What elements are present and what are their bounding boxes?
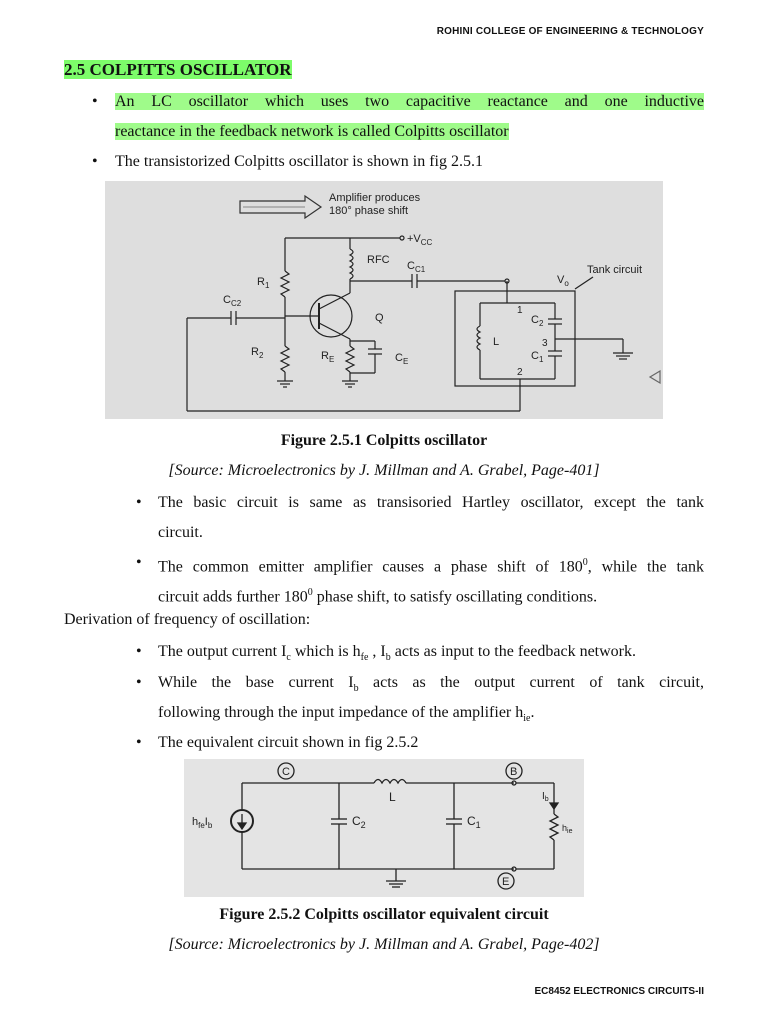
hie-resistor [550,814,558,840]
bullet-6 [136,668,704,728]
c1-label: $C_1$ [467,814,481,830]
node-1-label: 1 [517,305,523,316]
bullet-2 [92,147,704,177]
l-label: L [389,790,396,804]
cc1-label: $C_{C1}$ [407,260,426,274]
c2-label: $C_2$ [531,314,544,328]
bullet-7-text: The equivalent circuit shown in fig 2.5.2 [158,734,419,751]
r1-resistor [281,271,289,297]
vcc-label: $+V_{CC}$ [407,233,433,247]
vo-label: $V_o$ [557,274,569,288]
bullet-dot: • [136,734,142,751]
node-b-label: B [510,766,518,778]
l-label: L [493,336,500,348]
node-e-label: E [502,876,510,888]
bullet-dot: • [136,674,142,691]
source-label: $h_{fe}I_b$ [192,816,213,830]
node-3-label: 3 [542,338,548,349]
page-footer: EC8452 ELECTRONICS CIRCUITS-II [534,986,704,997]
hie-label: $h_{ie}$ [562,823,573,835]
bullet-1 [92,87,704,147]
c1-label: $C_1$ [531,350,544,364]
bullet-3-line-2: circuit. [158,524,203,541]
figure-equivalent-circuit [184,759,584,897]
bullet-1-line-1: An LC oscillator which uses two capacitive reactance and one inductive [115,93,704,110]
tank-inductor-l [477,326,480,350]
r2-label: $R_2$ [251,346,264,360]
figure-1-caption: Figure 2.5.1 Colpitts oscillator [280,432,488,449]
section-title: 2.5 COLPITTS OSCILLATOR [64,60,292,79]
amp-label-2: 180° phase shift [329,205,409,217]
re-resistor [346,346,354,372]
re-label: $R_E$ [321,350,335,364]
bullet-dot: • [92,153,98,170]
equivalent-circuit-diagram [184,759,584,897]
figure-2-source: [Source: Microelectronics by J. Millman and A. Grabel, Page-402] [168,936,600,953]
node-2-label: 2 [517,367,523,378]
bullet-dot: • [92,93,98,110]
bullet-7 [136,728,704,758]
bullet-1-line-2: reactance in the feedback network is called Colpitts oscillator [115,123,509,140]
bullet-6-line-2: following through the input impedance of the amplifier $h_{ie}$. [158,704,535,725]
figure-2-caption: Figure 2.5.2 Colpitts oscillator equivalent circuit [219,906,549,923]
r1-label: $R_1$ [257,276,270,290]
figure-colpitts-oscillator [105,181,663,419]
bullet-5-text: The output current $I_c$ which is $h_{fe}$ , $I_b$ acts as input to the feedback network. [158,643,636,664]
derivation-heading: Derivation of frequency of oscillation: [64,611,311,628]
bullet-4-line-1: The common emitter amplifier causes a phase shift of $180^0$, while the tank [158,557,704,576]
bullet-dot: • [136,494,142,511]
bullet-5 [136,637,704,667]
bullet-4-line-2: circuit adds further $180^0$ phase shift, to satisfy oscillating conditions. [158,587,598,606]
bullet-dot: • [136,554,142,571]
figure-1-source: [Source: Microelectronics by J. Millman and A. Grabel, Page-401] [168,462,600,479]
cc2-label: $C_{C2}$ [223,294,242,308]
q-label: Q [375,312,384,324]
page-header: ROHINI COLLEGE OF ENGINEERING & TECHNOLOGY [436,26,704,37]
bullet-dot: • [136,643,142,660]
colpitts-circuit-diagram [105,181,663,419]
node-c-label: C [282,766,290,778]
ce-label: $C_E$ [395,352,409,366]
bullet-3-line-1: The basic circuit is same as transisoried Hartley oscillator, except the tank [158,494,704,511]
bullet-2-text: The transistorized Colpitts oscillator is shown in fig 2.5.1 [115,153,483,170]
rfc-label: RFC [367,254,390,266]
page-arrow-icon [650,371,660,383]
tank-arrow [575,277,593,289]
c2-label: $C_2$ [352,814,366,830]
amp-label-1: Amplifier produces [329,192,421,204]
bullet-3 [136,488,704,548]
tank-circuit-label: Tank circuit [587,264,643,276]
rfc-inductor [350,249,353,279]
amplifier-arrow-icon [240,196,321,218]
inductor-l [374,780,406,784]
ib-label: $I_b$ [542,791,549,803]
bullet-6-line-1: While the base current $I_b$ acts as the output current of tank circuit, [158,674,705,695]
r2-resistor [281,346,289,372]
bullet-4 [136,548,704,608]
